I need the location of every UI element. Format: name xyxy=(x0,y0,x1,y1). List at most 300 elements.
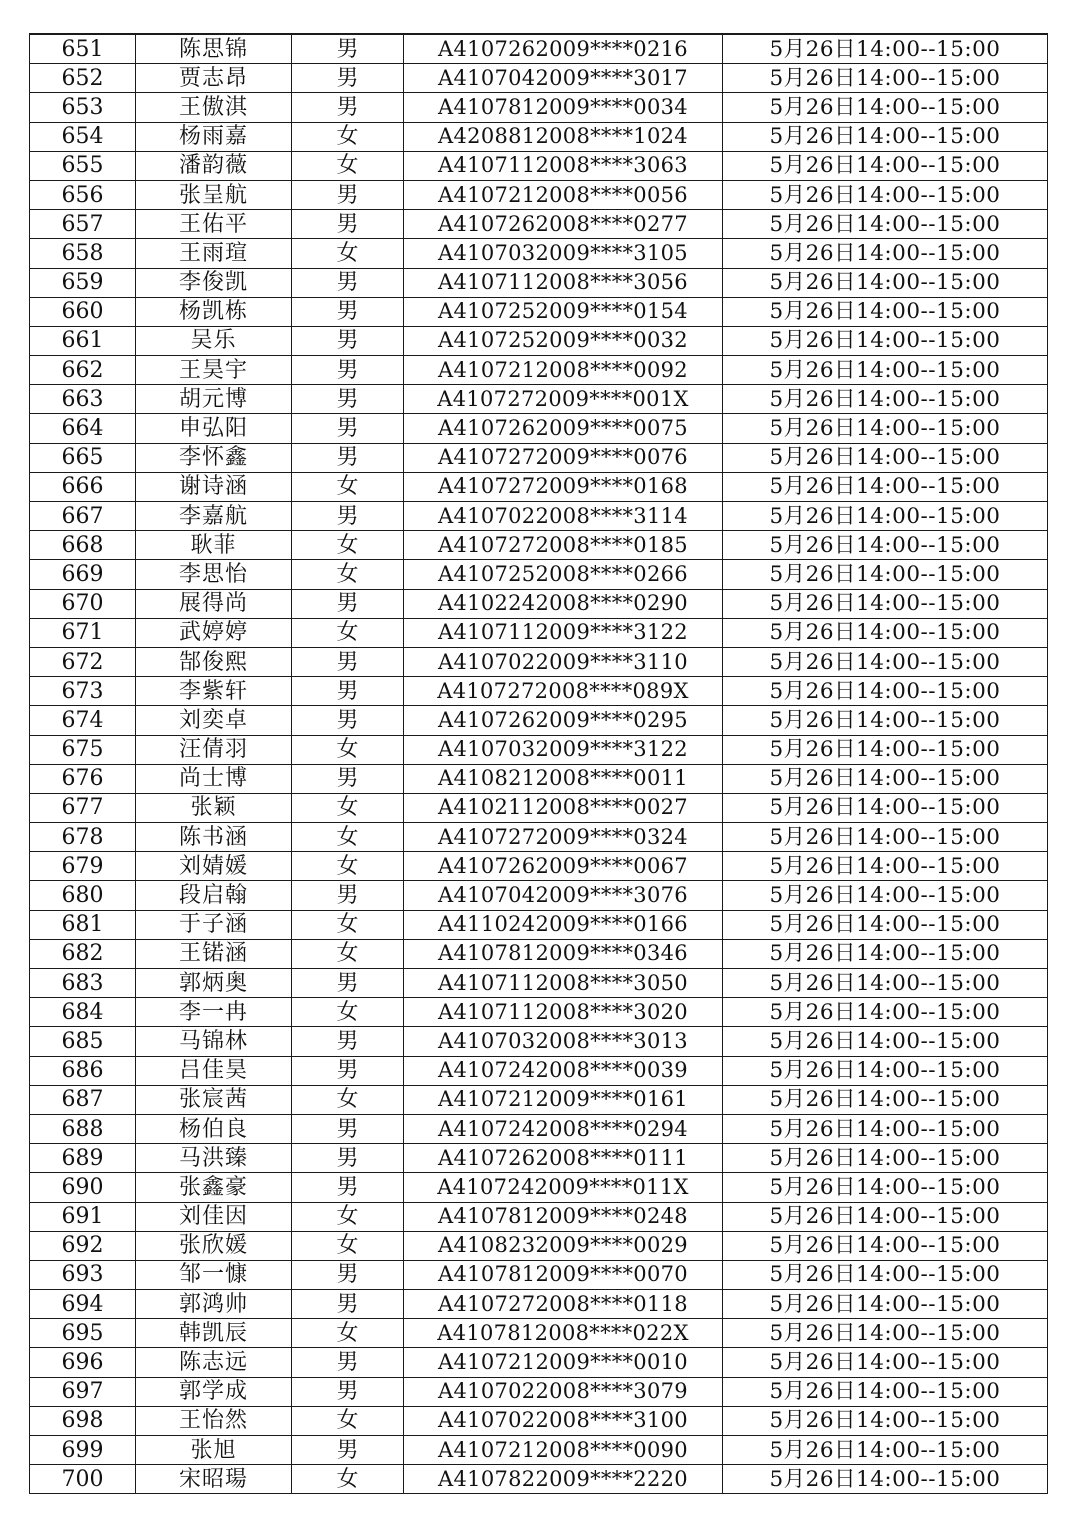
table-row xyxy=(30,1231,1048,1260)
row-number-cell: 694 xyxy=(30,1290,136,1319)
table-row xyxy=(30,764,1048,793)
student-name-cell: 李怀鑫 xyxy=(136,443,292,472)
gender-cell: 男 xyxy=(292,1027,404,1056)
masked-id-number-cell: A4107272009****0324 xyxy=(404,823,723,852)
gender-cell: 女 xyxy=(292,910,404,939)
masked-id-number-cell: A4107212009****0010 xyxy=(404,1348,723,1377)
exam-time-slot-cell: 5月26日14:00--15:00 xyxy=(723,1114,1048,1143)
masked-id-number-cell: A4107812009****0070 xyxy=(404,1260,723,1289)
masked-id-number-cell: A4107272009****0168 xyxy=(404,472,723,501)
table-row xyxy=(30,151,1048,180)
gender-cell: 女 xyxy=(292,472,404,501)
exam-time-slot-cell: 5月26日14:00--15:00 xyxy=(723,472,1048,501)
gender-cell: 男 xyxy=(292,297,404,326)
masked-id-number-cell: A4107812009****0248 xyxy=(404,1202,723,1231)
student-name-cell: 陈书涵 xyxy=(136,823,292,852)
masked-id-number-cell: A4107112008****3050 xyxy=(404,969,723,998)
gender-cell: 男 xyxy=(292,326,404,355)
exam-time-slot-cell: 5月26日14:00--15:00 xyxy=(723,823,1048,852)
exam-time-slot-cell: 5月26日14:00--15:00 xyxy=(723,268,1048,297)
row-number-cell: 671 xyxy=(30,618,136,647)
table-row xyxy=(30,502,1048,531)
exam-time-slot-cell: 5月26日14:00--15:00 xyxy=(723,356,1048,385)
student-name-cell: 刘婧媛 xyxy=(136,852,292,881)
gender-cell: 女 xyxy=(292,1202,404,1231)
gender-cell: 男 xyxy=(292,34,404,64)
table-row xyxy=(30,356,1048,385)
table-row xyxy=(30,1406,1048,1435)
student-name-cell: 王锘涵 xyxy=(136,939,292,968)
student-name-cell: 刘奕卓 xyxy=(136,706,292,735)
exam-time-slot-cell: 5月26日14:00--15:00 xyxy=(723,706,1048,735)
masked-id-number-cell: A4107262009****0216 xyxy=(404,34,723,64)
table-row xyxy=(30,793,1048,822)
gender-cell: 男 xyxy=(292,1290,404,1319)
masked-id-number-cell: A4107112009****3122 xyxy=(404,618,723,647)
row-number-cell: 652 xyxy=(30,64,136,93)
masked-id-number-cell: A4107252008****0266 xyxy=(404,560,723,589)
student-name-cell: 张宸茜 xyxy=(136,1085,292,1114)
student-name-cell: 杨伯良 xyxy=(136,1114,292,1143)
masked-id-number-cell: A4107242009****011X xyxy=(404,1173,723,1202)
row-number-cell: 661 xyxy=(30,326,136,355)
row-number-cell: 696 xyxy=(30,1348,136,1377)
masked-id-number-cell: A4107042009****3017 xyxy=(404,64,723,93)
row-number-cell: 700 xyxy=(30,1465,136,1494)
table-row xyxy=(30,1290,1048,1319)
table-row xyxy=(30,531,1048,560)
masked-id-number-cell: A4107042009****3076 xyxy=(404,881,723,910)
exam-time-slot-cell: 5月26日14:00--15:00 xyxy=(723,122,1048,151)
masked-id-number-cell: A4107272008****089X xyxy=(404,677,723,706)
table-row xyxy=(30,852,1048,881)
gender-cell: 男 xyxy=(292,268,404,297)
masked-id-number-cell: A4107262009****0067 xyxy=(404,852,723,881)
student-name-cell: 张旭 xyxy=(136,1436,292,1465)
table-row xyxy=(30,589,1048,618)
gender-cell: 女 xyxy=(292,793,404,822)
gender-cell: 女 xyxy=(292,823,404,852)
gender-cell: 女 xyxy=(292,122,404,151)
row-number-cell: 668 xyxy=(30,531,136,560)
masked-id-number-cell: A4107242008****0039 xyxy=(404,1056,723,1085)
table-row xyxy=(30,1436,1048,1465)
row-number-cell: 664 xyxy=(30,414,136,443)
student-name-cell: 王昊宇 xyxy=(136,356,292,385)
row-number-cell: 655 xyxy=(30,151,136,180)
table-row xyxy=(30,560,1048,589)
table-row xyxy=(30,969,1048,998)
row-number-cell: 680 xyxy=(30,881,136,910)
row-number-cell: 695 xyxy=(30,1319,136,1348)
gender-cell: 男 xyxy=(292,1260,404,1289)
table-row xyxy=(30,939,1048,968)
gender-cell: 女 xyxy=(292,1319,404,1348)
masked-id-number-cell: A4107812009****0034 xyxy=(404,93,723,122)
table-row xyxy=(30,618,1048,647)
student-name-cell: 王佑平 xyxy=(136,210,292,239)
student-name-cell: 张呈航 xyxy=(136,180,292,209)
row-number-cell: 697 xyxy=(30,1377,136,1406)
table-row xyxy=(30,1173,1048,1202)
table-row xyxy=(30,122,1048,151)
row-number-cell: 663 xyxy=(30,385,136,414)
row-number-cell: 669 xyxy=(30,560,136,589)
row-number-cell: 659 xyxy=(30,268,136,297)
row-number-cell: 672 xyxy=(30,647,136,676)
gender-cell: 女 xyxy=(292,998,404,1027)
row-number-cell: 682 xyxy=(30,939,136,968)
table-row xyxy=(30,1319,1048,1348)
masked-id-number-cell: A4107212009****0161 xyxy=(404,1085,723,1114)
student-name-cell: 汪倩羽 xyxy=(136,735,292,764)
exam-time-slot-cell: 5月26日14:00--15:00 xyxy=(723,1056,1048,1085)
masked-id-number-cell: A4107272009****0076 xyxy=(404,443,723,472)
exam-time-slot-cell: 5月26日14:00--15:00 xyxy=(723,502,1048,531)
row-number-cell: 666 xyxy=(30,472,136,501)
gender-cell: 女 xyxy=(292,852,404,881)
student-name-cell: 刘佳因 xyxy=(136,1202,292,1231)
masked-id-number-cell: A4107262008****0111 xyxy=(404,1144,723,1173)
gender-cell: 男 xyxy=(292,210,404,239)
gender-cell: 女 xyxy=(292,531,404,560)
exam-time-slot-cell: 5月26日14:00--15:00 xyxy=(723,764,1048,793)
gender-cell: 男 xyxy=(292,180,404,209)
exam-time-slot-cell: 5月26日14:00--15:00 xyxy=(723,647,1048,676)
exam-time-slot-cell: 5月26日14:00--15:00 xyxy=(723,910,1048,939)
row-number-cell: 657 xyxy=(30,210,136,239)
gender-cell: 男 xyxy=(292,1377,404,1406)
row-number-cell: 667 xyxy=(30,502,136,531)
table-row xyxy=(30,1027,1048,1056)
exam-time-slot-cell: 5月26日14:00--15:00 xyxy=(723,1027,1048,1056)
row-number-cell: 688 xyxy=(30,1114,136,1143)
student-name-cell: 陈思锦 xyxy=(136,34,292,64)
exam-time-slot-cell: 5月26日14:00--15:00 xyxy=(723,385,1048,414)
exam-time-slot-cell: 5月26日14:00--15:00 xyxy=(723,1260,1048,1289)
exam-time-slot-cell: 5月26日14:00--15:00 xyxy=(723,1173,1048,1202)
gender-cell: 女 xyxy=(292,735,404,764)
row-number-cell: 693 xyxy=(30,1260,136,1289)
student-name-cell: 吴乐 xyxy=(136,326,292,355)
exam-time-slot-cell: 5月26日14:00--15:00 xyxy=(723,998,1048,1027)
gender-cell: 男 xyxy=(292,677,404,706)
table-row xyxy=(30,735,1048,764)
exam-time-slot-cell: 5月26日14:00--15:00 xyxy=(723,180,1048,209)
masked-id-number-cell: A4208812008****1024 xyxy=(404,122,723,151)
table-row xyxy=(30,1056,1048,1085)
table-row xyxy=(30,472,1048,501)
table-row xyxy=(30,34,1048,64)
table-row xyxy=(30,1202,1048,1231)
gender-cell: 女 xyxy=(292,618,404,647)
table-row xyxy=(30,239,1048,268)
row-number-cell: 679 xyxy=(30,852,136,881)
table-row xyxy=(30,1114,1048,1143)
student-name-cell: 韩凯辰 xyxy=(136,1319,292,1348)
student-name-cell: 邹一慷 xyxy=(136,1260,292,1289)
exam-time-slot-cell: 5月26日14:00--15:00 xyxy=(723,239,1048,268)
row-number-cell: 654 xyxy=(30,122,136,151)
student-name-cell: 张颖 xyxy=(136,793,292,822)
student-name-cell: 于子涵 xyxy=(136,910,292,939)
row-number-cell: 658 xyxy=(30,239,136,268)
exam-time-slot-cell: 5月26日14:00--15:00 xyxy=(723,1436,1048,1465)
table-row xyxy=(30,385,1048,414)
masked-id-number-cell: A4107112008****3020 xyxy=(404,998,723,1027)
row-number-cell: 690 xyxy=(30,1173,136,1202)
table-row xyxy=(30,706,1048,735)
gender-cell: 女 xyxy=(292,1085,404,1114)
masked-id-number-cell: A4107022008****3079 xyxy=(404,1377,723,1406)
exam-time-slot-cell: 5月26日14:00--15:00 xyxy=(723,1144,1048,1173)
exam-time-slot-cell: 5月26日14:00--15:00 xyxy=(723,64,1048,93)
student-name-cell: 谢诗涵 xyxy=(136,472,292,501)
masked-id-number-cell: A4107212008****0092 xyxy=(404,356,723,385)
student-name-cell: 王怡然 xyxy=(136,1406,292,1435)
gender-cell: 男 xyxy=(292,502,404,531)
table-row xyxy=(30,998,1048,1027)
table-row xyxy=(30,1465,1048,1494)
masked-id-number-cell: A4110242009****0166 xyxy=(404,910,723,939)
gender-cell: 男 xyxy=(292,93,404,122)
masked-id-number-cell: A4107032008****3013 xyxy=(404,1027,723,1056)
gender-cell: 男 xyxy=(292,647,404,676)
gender-cell: 男 xyxy=(292,1056,404,1085)
table-row xyxy=(30,910,1048,939)
student-name-cell: 段启翰 xyxy=(136,881,292,910)
gender-cell: 女 xyxy=(292,1406,404,1435)
row-number-cell: 683 xyxy=(30,969,136,998)
exam-time-slot-cell: 5月26日14:00--15:00 xyxy=(723,1202,1048,1231)
gender-cell: 男 xyxy=(292,443,404,472)
student-name-cell: 申弘阳 xyxy=(136,414,292,443)
student-name-cell: 潘韵薇 xyxy=(136,151,292,180)
table-row xyxy=(30,443,1048,472)
masked-id-number-cell: A4108232009****0029 xyxy=(404,1231,723,1260)
table-row xyxy=(30,1260,1048,1289)
gender-cell: 男 xyxy=(292,1114,404,1143)
masked-id-number-cell: A4107822009****2220 xyxy=(404,1465,723,1494)
row-number-cell: 685 xyxy=(30,1027,136,1056)
gender-cell: 男 xyxy=(292,1144,404,1173)
student-name-cell: 陈志远 xyxy=(136,1348,292,1377)
exam-time-slot-cell: 5月26日14:00--15:00 xyxy=(723,939,1048,968)
masked-id-number-cell: A4107112008****3056 xyxy=(404,268,723,297)
gender-cell: 女 xyxy=(292,151,404,180)
row-number-cell: 656 xyxy=(30,180,136,209)
table-row xyxy=(30,647,1048,676)
masked-id-number-cell: A4107212008****0090 xyxy=(404,1436,723,1465)
exam-time-slot-cell: 5月26日14:00--15:00 xyxy=(723,210,1048,239)
exam-time-slot-cell: 5月26日14:00--15:00 xyxy=(723,969,1048,998)
table-row xyxy=(30,1085,1048,1114)
row-number-cell: 676 xyxy=(30,764,136,793)
gender-cell: 男 xyxy=(292,589,404,618)
gender-cell: 女 xyxy=(292,939,404,968)
student-name-cell: 胡元博 xyxy=(136,385,292,414)
exam-time-slot-cell: 5月26日14:00--15:00 xyxy=(723,93,1048,122)
masked-id-number-cell: A4107272009****001X xyxy=(404,385,723,414)
masked-id-number-cell: A4108212008****0011 xyxy=(404,764,723,793)
table-row xyxy=(30,677,1048,706)
row-number-cell: 653 xyxy=(30,93,136,122)
masked-id-number-cell: A4102112008****0027 xyxy=(404,793,723,822)
row-number-cell: 678 xyxy=(30,823,136,852)
exam-time-slot-cell: 5月26日14:00--15:00 xyxy=(723,151,1048,180)
exam-time-slot-cell: 5月26日14:00--15:00 xyxy=(723,326,1048,355)
exam-time-slot-cell: 5月26日14:00--15:00 xyxy=(723,1231,1048,1260)
masked-id-number-cell: A4107272008****0118 xyxy=(404,1290,723,1319)
exam-time-slot-cell: 5月26日14:00--15:00 xyxy=(723,443,1048,472)
student-name-cell: 李一冉 xyxy=(136,998,292,1027)
row-number-cell: 699 xyxy=(30,1436,136,1465)
table-row xyxy=(30,1377,1048,1406)
student-name-cell: 贾志昂 xyxy=(136,64,292,93)
student-name-cell: 李俊凯 xyxy=(136,268,292,297)
student-name-cell: 郜俊熙 xyxy=(136,647,292,676)
exam-time-slot-cell: 5月26日14:00--15:00 xyxy=(723,677,1048,706)
table-row xyxy=(30,414,1048,443)
gender-cell: 男 xyxy=(292,385,404,414)
gender-cell: 女 xyxy=(292,239,404,268)
exam-time-slot-cell: 5月26日14:00--15:00 xyxy=(723,560,1048,589)
gender-cell: 女 xyxy=(292,560,404,589)
masked-id-number-cell: A4107262008****0277 xyxy=(404,210,723,239)
exam-time-slot-cell: 5月26日14:00--15:00 xyxy=(723,852,1048,881)
row-number-cell: 698 xyxy=(30,1406,136,1435)
student-name-cell: 展得尚 xyxy=(136,589,292,618)
gender-cell: 男 xyxy=(292,356,404,385)
table-row xyxy=(30,93,1048,122)
student-name-cell: 郭炳奥 xyxy=(136,969,292,998)
student-name-cell: 杨雨嘉 xyxy=(136,122,292,151)
masked-id-number-cell: A4107262009****0075 xyxy=(404,414,723,443)
masked-id-number-cell: A4107032009****3105 xyxy=(404,239,723,268)
gender-cell: 女 xyxy=(292,1465,404,1494)
exam-time-slot-cell: 5月26日14:00--15:00 xyxy=(723,793,1048,822)
student-name-cell: 武婷婷 xyxy=(136,618,292,647)
gender-cell: 男 xyxy=(292,881,404,910)
student-name-cell: 吕佳昊 xyxy=(136,1056,292,1085)
exam-time-slot-cell: 5月26日14:00--15:00 xyxy=(723,1348,1048,1377)
masked-id-number-cell: A4107022009****3110 xyxy=(404,647,723,676)
student-name-cell: 王雨瑄 xyxy=(136,239,292,268)
masked-id-number-cell: A4107252009****0032 xyxy=(404,326,723,355)
exam-time-slot-cell: 5月26日14:00--15:00 xyxy=(723,618,1048,647)
exam-time-slot-cell: 5月26日14:00--15:00 xyxy=(723,589,1048,618)
row-number-cell: 673 xyxy=(30,677,136,706)
row-number-cell: 687 xyxy=(30,1085,136,1114)
student-name-cell: 马锦林 xyxy=(136,1027,292,1056)
gender-cell: 男 xyxy=(292,414,404,443)
row-number-cell: 665 xyxy=(30,443,136,472)
masked-id-number-cell: A4107272008****0185 xyxy=(404,531,723,560)
table-row xyxy=(30,881,1048,910)
student-name-cell: 杨凯栋 xyxy=(136,297,292,326)
masked-id-number-cell: A4107242008****0294 xyxy=(404,1114,723,1143)
exam-time-slot-cell: 5月26日14:00--15:00 xyxy=(723,881,1048,910)
roster-table xyxy=(29,33,1048,1494)
student-name-cell: 张欣媛 xyxy=(136,1231,292,1260)
masked-id-number-cell: A4107812008****022X xyxy=(404,1319,723,1348)
exam-time-slot-cell: 5月26日14:00--15:00 xyxy=(723,1377,1048,1406)
gender-cell: 男 xyxy=(292,764,404,793)
table-row xyxy=(30,1144,1048,1173)
exam-time-slot-cell: 5月26日14:00--15:00 xyxy=(723,1465,1048,1494)
gender-cell: 男 xyxy=(292,1173,404,1202)
student-name-cell: 郭学成 xyxy=(136,1377,292,1406)
exam-time-slot-cell: 5月26日14:00--15:00 xyxy=(723,1085,1048,1114)
student-name-cell: 宋昭瑒 xyxy=(136,1465,292,1494)
masked-id-number-cell: A4107212008****0056 xyxy=(404,180,723,209)
row-number-cell: 681 xyxy=(30,910,136,939)
masked-id-number-cell: A4107032009****3122 xyxy=(404,735,723,764)
table-row xyxy=(30,1348,1048,1377)
row-number-cell: 692 xyxy=(30,1231,136,1260)
student-name-cell: 李思怡 xyxy=(136,560,292,589)
row-number-cell: 691 xyxy=(30,1202,136,1231)
table-row xyxy=(30,210,1048,239)
row-number-cell: 674 xyxy=(30,706,136,735)
gender-cell: 男 xyxy=(292,64,404,93)
exam-time-slot-cell: 5月26日14:00--15:00 xyxy=(723,34,1048,64)
student-name-cell: 耿菲 xyxy=(136,531,292,560)
gender-cell: 女 xyxy=(292,1231,404,1260)
student-name-cell: 李紫轩 xyxy=(136,677,292,706)
masked-id-number-cell: A4107022008****3114 xyxy=(404,502,723,531)
gender-cell: 男 xyxy=(292,1348,404,1377)
student-name-cell: 郭鸿帅 xyxy=(136,1290,292,1319)
exam-time-slot-cell: 5月26日14:00--15:00 xyxy=(723,414,1048,443)
masked-id-number-cell: A4107262009****0295 xyxy=(404,706,723,735)
row-number-cell: 686 xyxy=(30,1056,136,1085)
masked-id-number-cell: A4107252009****0154 xyxy=(404,297,723,326)
gender-cell: 男 xyxy=(292,1436,404,1465)
row-number-cell: 677 xyxy=(30,793,136,822)
exam-time-slot-cell: 5月26日14:00--15:00 xyxy=(723,297,1048,326)
table-row xyxy=(30,297,1048,326)
row-number-cell: 651 xyxy=(30,34,136,64)
roster-body xyxy=(30,34,1048,1494)
table-row xyxy=(30,64,1048,93)
row-number-cell: 689 xyxy=(30,1144,136,1173)
row-number-cell: 675 xyxy=(30,735,136,764)
gender-cell: 男 xyxy=(292,706,404,735)
exam-time-slot-cell: 5月26日14:00--15:00 xyxy=(723,1319,1048,1348)
table-row xyxy=(30,268,1048,297)
student-name-cell: 张鑫豪 xyxy=(136,1173,292,1202)
exam-time-slot-cell: 5月26日14:00--15:00 xyxy=(723,531,1048,560)
student-name-cell: 尚士博 xyxy=(136,764,292,793)
row-number-cell: 660 xyxy=(30,297,136,326)
student-name-cell: 李嘉航 xyxy=(136,502,292,531)
exam-time-slot-cell: 5月26日14:00--15:00 xyxy=(723,1290,1048,1319)
exam-time-slot-cell: 5月26日14:00--15:00 xyxy=(723,735,1048,764)
masked-id-number-cell: A4102242008****0290 xyxy=(404,589,723,618)
student-name-cell: 马洪臻 xyxy=(136,1144,292,1173)
student-name-cell: 王傲淇 xyxy=(136,93,292,122)
table-row xyxy=(30,326,1048,355)
row-number-cell: 684 xyxy=(30,998,136,1027)
masked-id-number-cell: A4107022008****3100 xyxy=(404,1406,723,1435)
gender-cell: 男 xyxy=(292,969,404,998)
table-row xyxy=(30,823,1048,852)
row-number-cell: 670 xyxy=(30,589,136,618)
row-number-cell: 662 xyxy=(30,356,136,385)
masked-id-number-cell: A4107812009****0346 xyxy=(404,939,723,968)
table-row xyxy=(30,180,1048,209)
